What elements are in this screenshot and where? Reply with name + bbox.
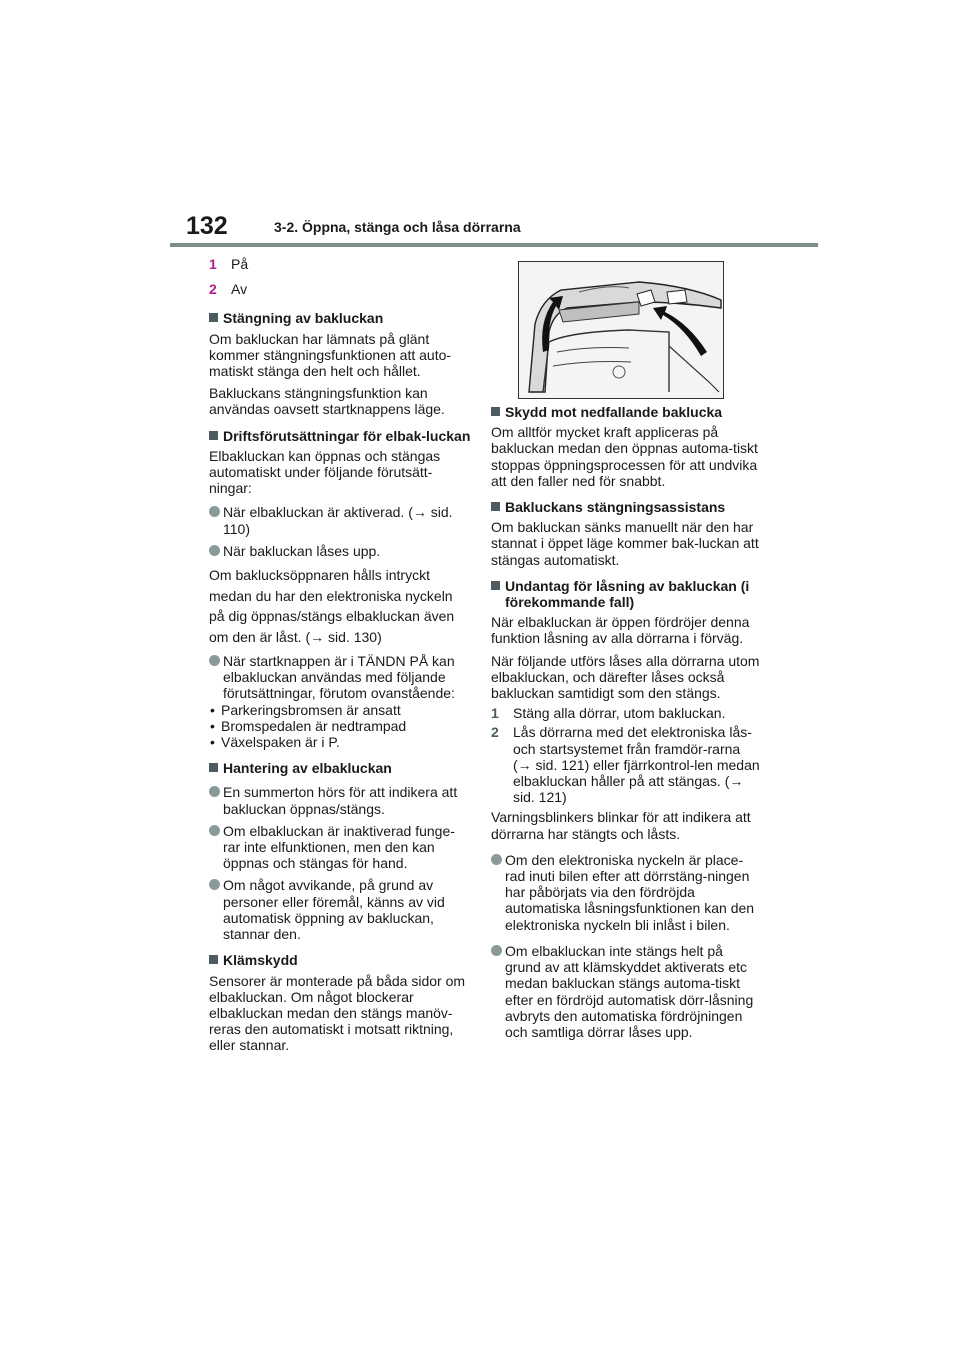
section-heading: Hantering av elbakluckan (209, 760, 471, 776)
bullet-dot-icon (209, 545, 220, 556)
bullet-dot-icon (209, 655, 220, 666)
bullet-text: Om något avvikande, på grund av personer eller föremål, känns av vid automatisk öppning av bakluckan, stannar den. (223, 877, 445, 943)
paragraph-line: medan du har den elektroniska nyckeln (209, 587, 453, 604)
paragraph: Sensorer är monterade på båda sidor om elbakluckan. Om något blockerar elbakluckan medan den stängs manöv-reras den automatiskt i motsatt riktning, eller stannar. (209, 972, 466, 1054)
spaced-paragraph (209, 565, 471, 647)
numbered-item (491, 705, 761, 721)
paragraph-line: på dig öppnas/stängs elbakluckan även (209, 608, 455, 625)
item-number: 2 (209, 281, 217, 298)
bullet-item (209, 823, 471, 872)
paragraph: Om alltför mycket kraft appliceras på bakluckan medan den öppnas automa-tiskt stoppas öppningsprocessen för att undvika att den faller ned för snabbt. (491, 424, 758, 489)
sub-item: • Växelspaken är i P. (209, 734, 471, 750)
numbered-item (209, 256, 471, 272)
sub-item: • Parkeringsbromsen är ansatt (209, 702, 471, 718)
item-text: Stäng alla dörrar, utom bakluckan. (513, 705, 726, 722)
tailgate-illustration (518, 261, 724, 399)
bullet-text: Om elbakluckan är inaktiverad funge-rar inte elfunktionen, men den kan öppnas och stängas för hand. (223, 822, 455, 872)
paragraph: Om bakluckan sänks manuellt när den har stannat i öppet läge kommer bak-luckan att stängas automatiskt. (491, 519, 759, 568)
item-text: Av (231, 281, 248, 298)
section-heading: Klämskydd (209, 952, 471, 968)
section-heading: Skydd mot nedfallande baklucka (491, 404, 761, 420)
page-number: 132 (186, 212, 228, 240)
bullet-text: Om elbakluckan inte stängs helt på grund av att klämskyddet aktiverats etc medan bakluckan stängs automa-tiskt efter en fördröjd automatisk dörr-låsning avbryts den automatiska fördröjningen och samtliga dörrar låses upp. (505, 942, 754, 1040)
section-heading: Stängning av bakluckan (209, 310, 471, 326)
paragraph: När följande utförs låses alla dörrarna utom elbakluckan, och därefter låses också bakluckan samtidigt som den stängs. (491, 652, 760, 702)
section-title: 3-2. Öppna, stänga och låsa dörrarna (274, 219, 521, 235)
paragraph-line: Om baklucksöppnaren hålls intryckt (209, 567, 430, 584)
bullet-dot-icon (491, 945, 502, 956)
bullet-item (209, 784, 471, 816)
bullet-item (209, 543, 471, 559)
bullet-dot-icon (209, 879, 220, 890)
bullet-text: När elbakluckan är aktiverad. (→ sid. 110) (223, 504, 453, 537)
sub-item: • Bromspedalen är nedtrampad (209, 718, 471, 734)
bullet-dot-icon (491, 854, 502, 865)
paragraph: När elbakluckan är öppen fördröjer denna funktion låsning av alla dörrarna i förväg. (491, 614, 750, 647)
tailgate-drawing (519, 262, 723, 398)
left-column (209, 256, 471, 1060)
section-heading: Bakluckans stängningsassistans (491, 499, 761, 515)
section-heading: Undantag för låsning av bakluckan (i förekommande fall) (491, 578, 761, 610)
header-divider (170, 243, 818, 247)
bullet-dot-icon (209, 506, 220, 517)
bullet-text: En summerton hörs för att indikera att bakluckan öppnas/stängs. (223, 784, 458, 817)
item-number: 1 (491, 705, 499, 722)
bullet-item (491, 943, 761, 1040)
bullet-text: När bakluckan låses upp. (223, 542, 381, 559)
item-text: Lås dörrarna med det elektroniska lås- och startsystemet från framdör-rarna (→ sid. 121) eller fjärrkontrol-len medan elbakluckan håller på att stängas. (→ sid. 121) (513, 724, 760, 806)
bullet-dot-icon (209, 786, 220, 797)
section-heading: Driftsförutsättningar för elbak-luckan (209, 428, 471, 444)
bullet-item (209, 877, 471, 942)
paragraph: Varningsblinkers blinkar för att indikera att dörrarna har stängts och låsts. (491, 809, 751, 842)
paragraph-line: om den är låst. (→ sid. 130) (209, 628, 382, 645)
paragraph: Om bakluckan har lämnats på glänt kommer stängningsfunktionen att auto-matiskt stänga den helt och hållet. (209, 330, 452, 380)
paragraph: Elbakluckan kan öppnas och stängas automatiskt under följande förutsätt-ningar: (209, 447, 441, 497)
paragraph: Bakluckans stängningsfunktion kan användas oavsett startknappens läge. (209, 385, 445, 418)
bullet-text: Om den elektroniska nyckeln är place-rad inuti bilen efter att dörrstäng-ningen har påbörjats via den fördröjda automatiska låsningsfunktionen kan den elektroniska nyckeln bli inlåst i bilen. (505, 851, 755, 933)
bullet-text: När startknappen är i TÄNDN PÅ kan elbakluckan användas med följande förutsättningar, förutom ovanstående: (223, 653, 455, 702)
item-text: På (231, 256, 249, 272)
bullet-item (491, 852, 761, 933)
bullet-dot-icon (209, 825, 220, 836)
right-column (491, 404, 761, 1046)
item-number: 1 (209, 256, 217, 272)
numbered-item (209, 281, 471, 297)
item-number: 2 (491, 724, 499, 741)
numbered-item (491, 724, 761, 805)
bullet-item (209, 653, 471, 702)
bullet-item (209, 504, 471, 536)
